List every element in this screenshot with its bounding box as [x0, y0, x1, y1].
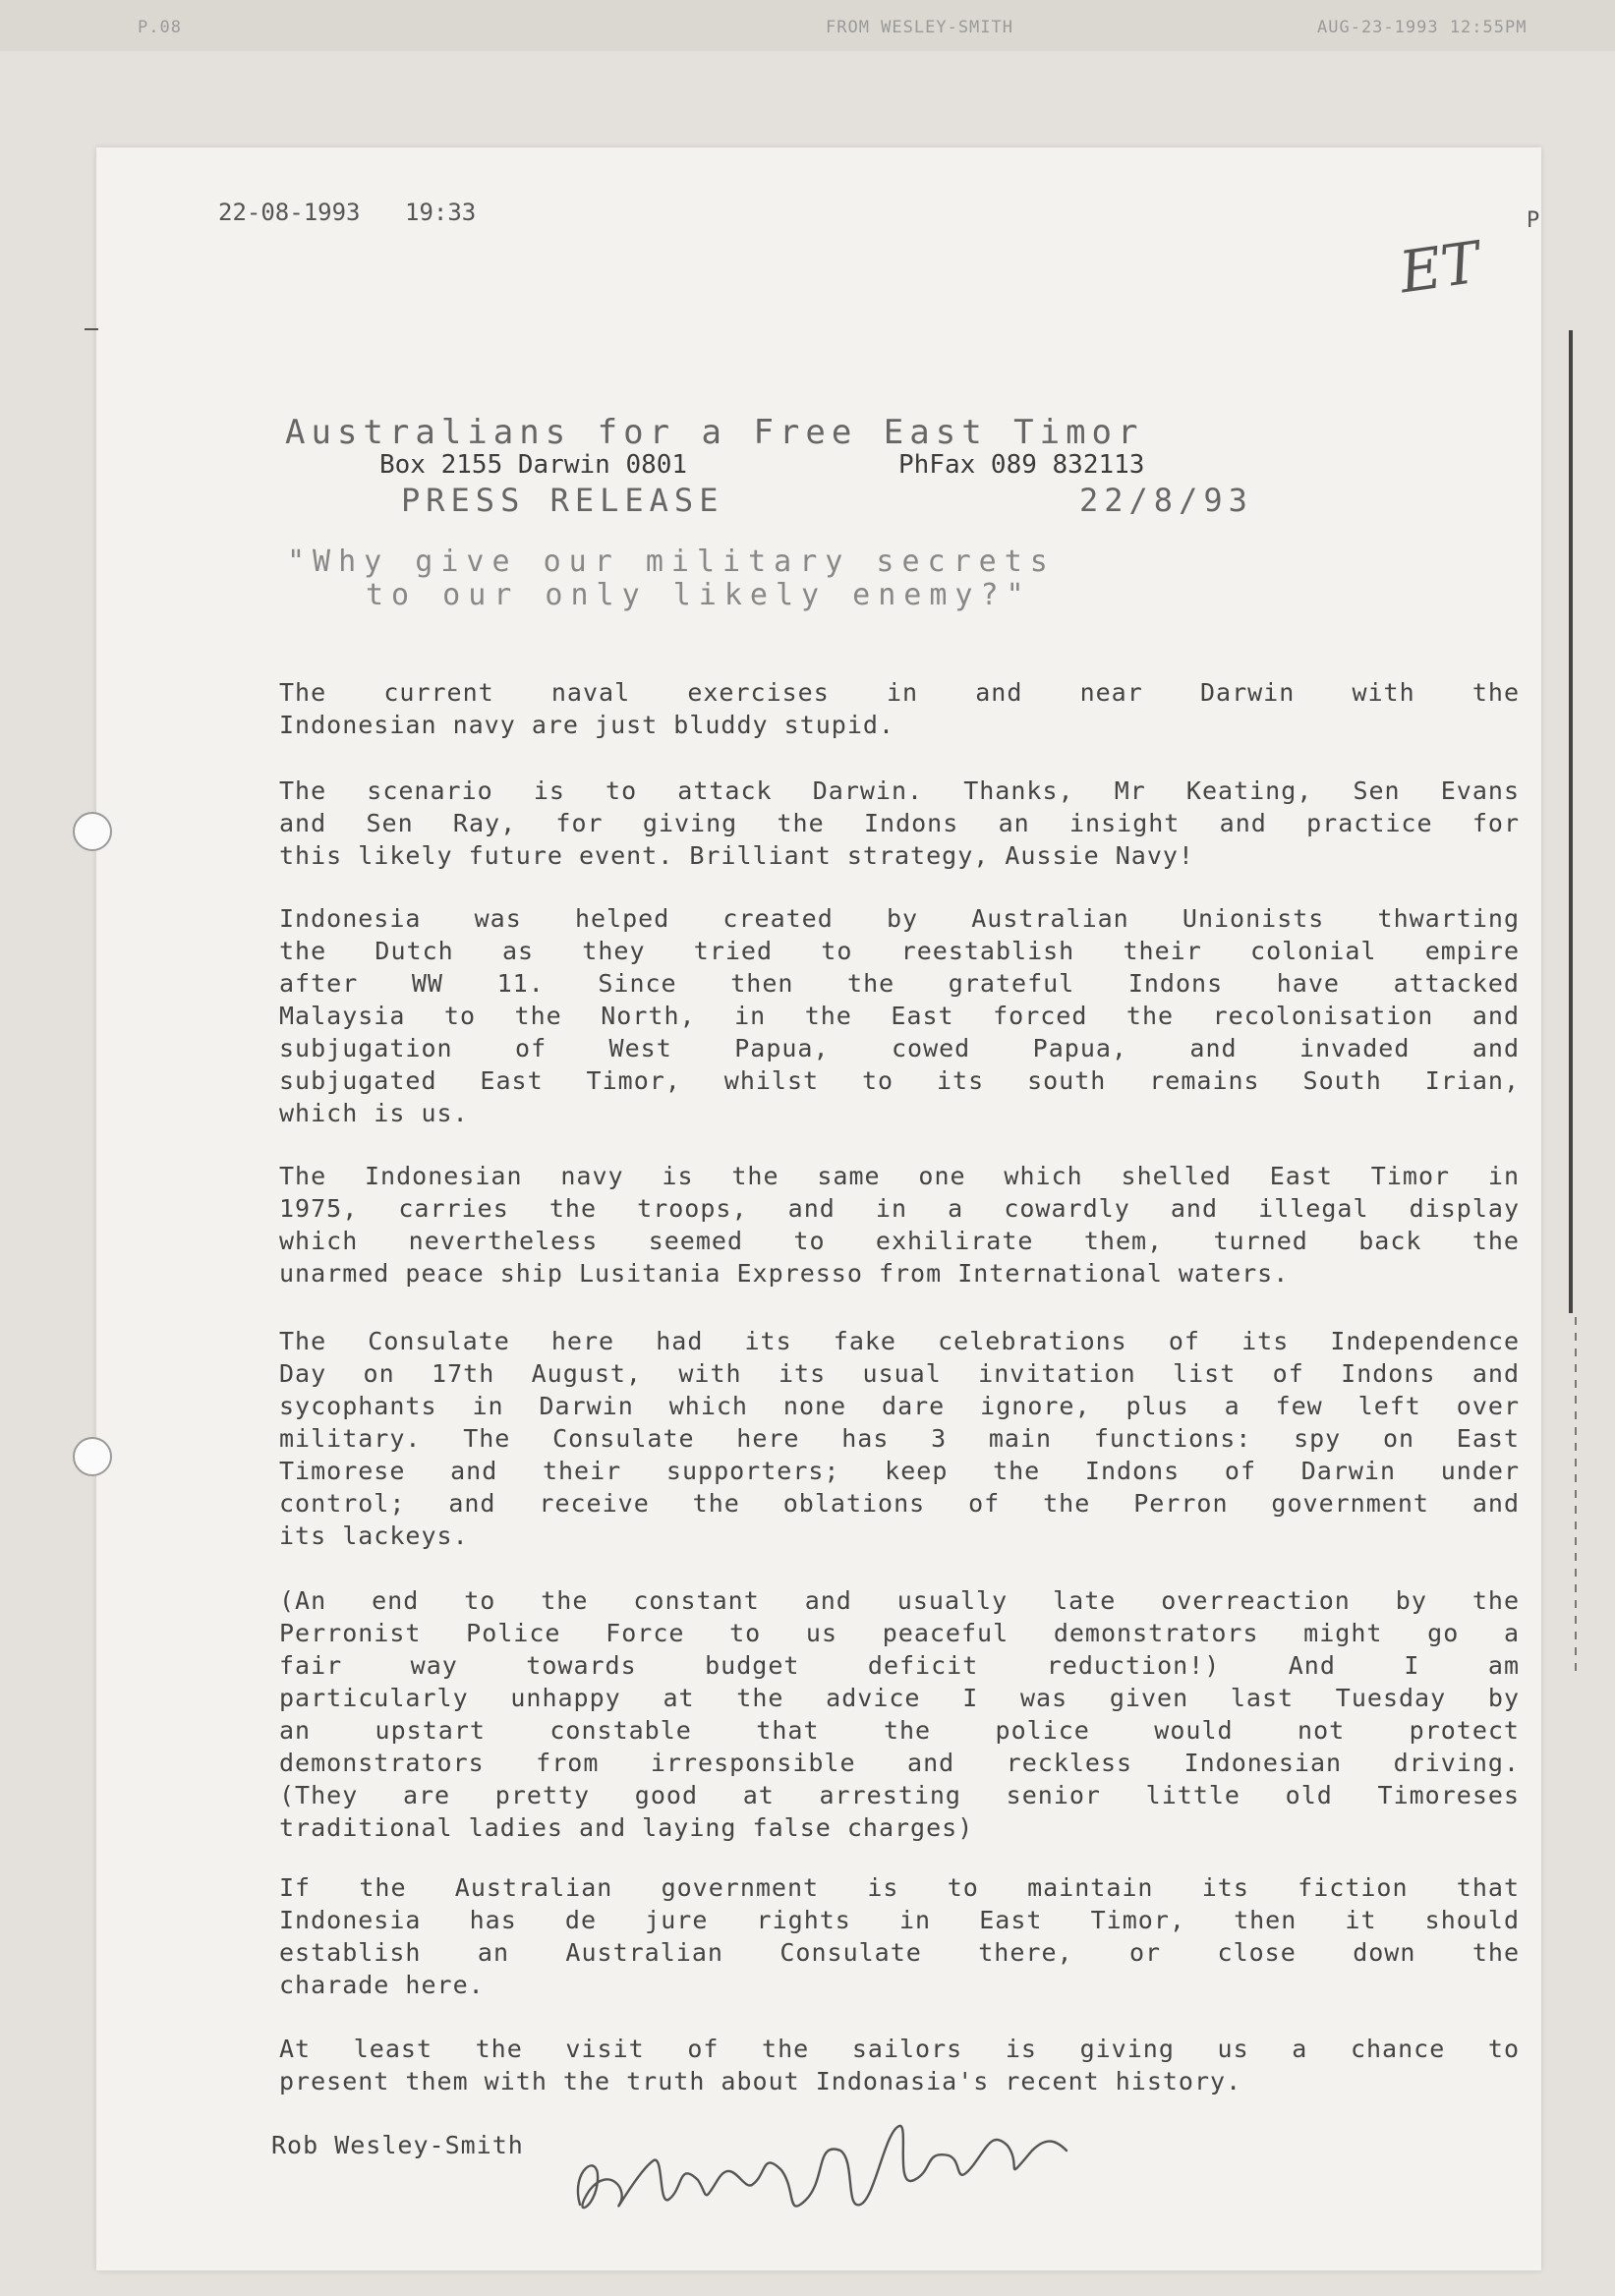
paragraph-line: traditional ladies and laying false charges) — [279, 1813, 974, 1842]
fax-header-left: AUG-23-1993 12:55PM — [1317, 18, 1528, 37]
paragraph-line: At least the visit of the sailors is giving us a chance to — [279, 2035, 1520, 2063]
postal-address: Box 2155 Darwin 0801 — [379, 450, 688, 480]
paragraph-line: charade here. — [279, 1971, 485, 1999]
paragraph-line: subjugated East Timor, whilst to its south remains South Irian, — [279, 1066, 1520, 1095]
stamp-time: 19:33 — [405, 199, 477, 226]
fax-transmission-header — [0, 0, 1615, 51]
handwritten-signature — [560, 2111, 1091, 2229]
paragraph-7 — [279, 1871, 1520, 2001]
paragraph-line: subjugation of West Papua, cowed Papua, and invaded and — [279, 1034, 1520, 1062]
headline-quote-line-2: to our only likely enemy?" — [366, 578, 1032, 612]
paragraph-line: Indonesia was helped created by Australian Unionists thwarting — [279, 904, 1520, 933]
paragraph-line: which is us. — [279, 1099, 469, 1127]
paragraph-line: (An end to the constant and usually late overreaction by the — [279, 1586, 1520, 1615]
paragraph-line: (They are pretty good at arresting senior little old Timoreses — [279, 1781, 1520, 1809]
paragraph-line: military. The Consulate here has 3 main functions: spy on East — [279, 1424, 1520, 1453]
paragraph-line: particularly unhappy at the advice I was given last Tuesday by — [279, 1684, 1520, 1712]
paragraph-2 — [279, 775, 1520, 872]
paragraph-line: Day on 17th August, with its usual invitation list of Indons and — [279, 1359, 1520, 1388]
paragraph-line: sycophants in Darwin which none dare ignore, plus a few left over — [279, 1392, 1520, 1420]
fax-header-mid: FROM WESLEY-SMITH — [826, 18, 1013, 37]
paragraph-line: which nevertheless seemed to exhilirate them, turned back the — [279, 1227, 1520, 1255]
paragraph-line: Timorese and their supporters; keep the Indons of Darwin under — [279, 1457, 1520, 1485]
paragraph-line: Perronist Police Force to us peaceful demonstrators might go a — [279, 1619, 1520, 1647]
paragraph-line: unarmed peace ship Lusitania Expresso from International waters. — [279, 1259, 1290, 1288]
stamp-date: 22-08-1993 — [218, 199, 361, 226]
margin-bar — [1569, 330, 1573, 1313]
paragraph-line: Indonesian navy are just bluddy stupid. — [279, 711, 894, 739]
paragraph-line: present them with the truth about Indonasia's recent history. — [279, 2067, 1242, 2095]
paragraph-line: the Dutch as they tried to reestablish their colonial empire — [279, 937, 1520, 965]
paragraph-line: its lackeys. — [279, 1521, 469, 1550]
signoff-name: Rob Wesley-Smith — [271, 2131, 524, 2159]
paragraph-line: The Consulate here had its fake celebrations of its Independence — [279, 1327, 1520, 1355]
paragraph-line: demonstrators from irresponsible and reckless Indonesian driving. — [279, 1749, 1520, 1777]
paragraph-line: The Indonesian navy is the same one which shelled East Timor in — [279, 1162, 1520, 1190]
paragraph-line: The scenario is to attack Darwin. Thanks, Mr Keating, Sen Evans — [279, 776, 1520, 805]
fax-header-right: P.08 — [138, 18, 182, 37]
margin-tick — [85, 328, 98, 330]
organization-name: Australians for a Free East Timor — [285, 413, 1144, 452]
paragraph-line: and Sen Ray, for giving the Indons an insight and practice for — [279, 809, 1520, 837]
paragraph-8 — [279, 2033, 1520, 2097]
paragraph-line: Indonesia has de jure rights in East Timor, then it should — [279, 1906, 1520, 1934]
margin-dashes — [1575, 1317, 1577, 1671]
paragraph-line: fair way towards budget deficit reduction!) And I am — [279, 1651, 1520, 1680]
paragraph-line: this likely future event. Brilliant strategy, Aussie Navy! — [279, 841, 1194, 870]
paragraph-line: 1975, carries the troops, and in a cowardly and illegal display — [279, 1194, 1520, 1223]
paragraph-1 — [279, 676, 1520, 741]
headline-quote-line-1: "Why give our military secrets — [287, 545, 1056, 579]
paragraph-line: Malaysia to the North, in the East forced the recolonisation and — [279, 1002, 1520, 1030]
paragraph-4 — [279, 1160, 1520, 1290]
punch-hole-bottom — [73, 1437, 112, 1476]
paragraph-line: after WW 11. Since then the grateful Indons have attacked — [279, 969, 1520, 998]
paragraph-5 — [279, 1325, 1520, 1552]
paragraph-line: control; and receive the oblations of the Perron government and — [279, 1489, 1520, 1518]
paragraph-line: an upstart constable that the police would not protect — [279, 1716, 1520, 1745]
paragraph-line: The current naval exercises in and near Darwin with the — [279, 678, 1520, 707]
page-mark: P — [1527, 208, 1540, 233]
paragraph-3 — [279, 902, 1520, 1129]
press-release-label: PRESS RELEASE — [401, 482, 724, 519]
paragraph-line: If the Australian government is to maintain its fiction that — [279, 1873, 1520, 1902]
paragraph-line: establish an Australian Consulate there, or close down the — [279, 1938, 1520, 1967]
handwritten-annotation: ET — [1395, 228, 1484, 307]
phone-fax: PhFax 089 832113 — [898, 450, 1145, 480]
punch-hole-top — [73, 812, 112, 851]
paragraph-6 — [279, 1584, 1520, 1844]
release-date: 22/8/93 — [1079, 482, 1253, 519]
